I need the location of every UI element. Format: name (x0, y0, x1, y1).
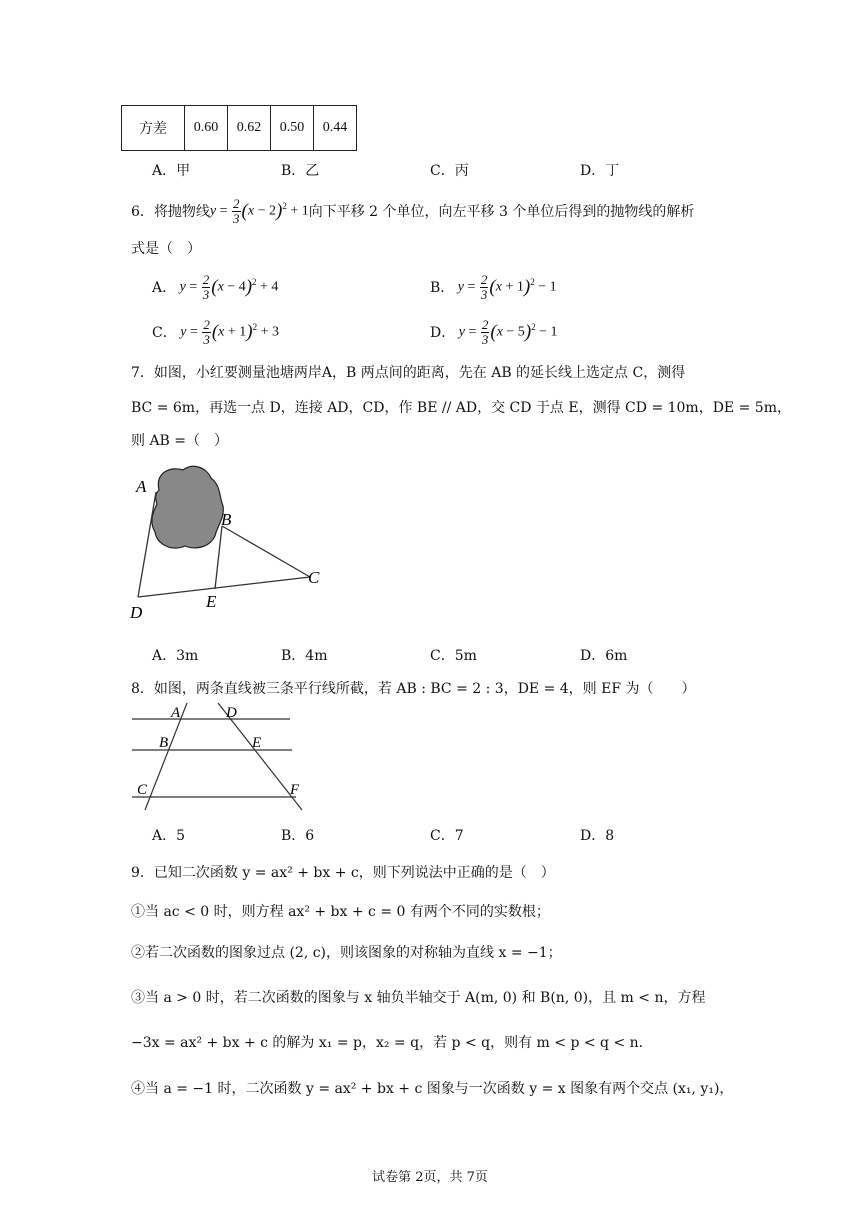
q6-text-after: 向下平移 2 个单位，向左平移 3 个单位后得到的抛物线的解析 (308, 204, 695, 220)
label-c: C (308, 568, 320, 587)
q9-statement-3a: ③当 a > 0 时，若二次函数的图象与 x 轴负半轴交于 A(m, 0) 和 B(n, 0)，且 m < n，方程 (131, 990, 706, 1006)
q9-statement-4: ④当 a = −1 时，二次函数 y = ax² + bx + c 图象与一次函数 y = x 图象有两个交点 (x₁, y₁)， (131, 1081, 734, 1097)
q7-option-b: B．4m (281, 648, 328, 664)
q8-option-c: C．7 (430, 828, 464, 844)
q9-statement-2: ②若二次函数的图象过点 (2, c)，则该图象的对称轴为直线 x = −1； (131, 945, 562, 961)
label-f: F (290, 782, 300, 798)
q8-parallel-lines-figure (128, 700, 308, 812)
q7-line3: 则 AB =（ ） (131, 433, 229, 449)
q6-option-c: C． y = $\frac{2}{3}$ $(x + 1)^2 + 3$ (152, 316, 280, 347)
q6-formula: y = $\frac{2}{3}$ $(x - 2)^2 + 1$ (209, 195, 309, 226)
q7-line2: BC = 6m，再选一点 D，连接 AD，CD，作 BE // AD，交 CD 于点 E，测得 CD = 10m，DE = 5m， (131, 400, 791, 416)
label-b: B (221, 510, 232, 529)
q8-option-b: B．6 (281, 828, 315, 844)
q5-option-b: B．乙 (281, 163, 320, 179)
label-a: A (136, 477, 147, 496)
q5-option-d: D．丁 (580, 163, 620, 179)
q7-option-d: D．6m (580, 648, 628, 664)
q9-statement-3b: −3x = ax² + bx + c 的解为 x₁ = p，x₂ = q，若 p < q，则有 m < p < q < n． (131, 1035, 653, 1051)
label-e: E (252, 735, 262, 751)
label-d: D (130, 603, 143, 622)
q7-option-a: A．3m (152, 648, 199, 664)
q8-line1: 8．如图，两条直线被三条平行线所截，若 AB : BC = 2 : 3，DE = 4，则 EF 为（ ） (131, 681, 696, 697)
q7-pond-figure (125, 460, 335, 625)
table-cell: 0.60 (185, 106, 228, 151)
table-row-label: 方差 (122, 106, 185, 151)
variance-table (121, 105, 357, 151)
q5-option-c: C．丙 (430, 163, 469, 179)
q7-line1: 7．如图，小红要测量池塘两岸A，B 两点间的距离，先在 AB 的延长线上选定点 C，测得 (131, 365, 686, 381)
q6-line2: 式是（ ） (131, 241, 201, 257)
label-b: B (159, 735, 169, 751)
q6-number: 6． (131, 204, 154, 220)
table-cell: 0.44 (314, 106, 357, 151)
q8-option-d: D．8 (580, 828, 615, 844)
q8-option-a: A．5 (152, 828, 186, 844)
q6-option-d: D． y = $\frac{2}{3}$ $(x - 5)^2 - 1$ (430, 316, 558, 347)
q6-option-b: B． y = $\frac{2}{3}$ $(x + 1)^2 - 1$ (430, 271, 557, 302)
label-d: D (226, 705, 237, 721)
label-a: A (171, 705, 181, 721)
q7-option-c: C．5m (430, 648, 477, 664)
page-footer: 试卷第 2页，共 7页 (372, 1170, 488, 1185)
q6-text-before: 将抛物线 (153, 204, 210, 220)
table-row (122, 106, 357, 151)
q9-statement-1: ①当 ac < 0 时，则方程 ax² + bx + c = 0 有两个不同的实数根； (131, 904, 550, 920)
label-c: C (137, 782, 148, 798)
q9-line1: 9．已知二次函数 y = ax² + bx + c，则下列说法中正确的是（ ） (131, 865, 555, 881)
q6-option-a: A． y = $\frac{2}{3}$ $(x - 4)^2 + 4$ (152, 271, 279, 302)
q6-stem (131, 193, 694, 229)
table-cell: 0.62 (228, 106, 271, 151)
q5-option-a: A．甲 (152, 163, 191, 179)
label-e: E (206, 592, 217, 611)
table-cell: 0.50 (271, 106, 314, 151)
pond-shape (152, 466, 223, 548)
